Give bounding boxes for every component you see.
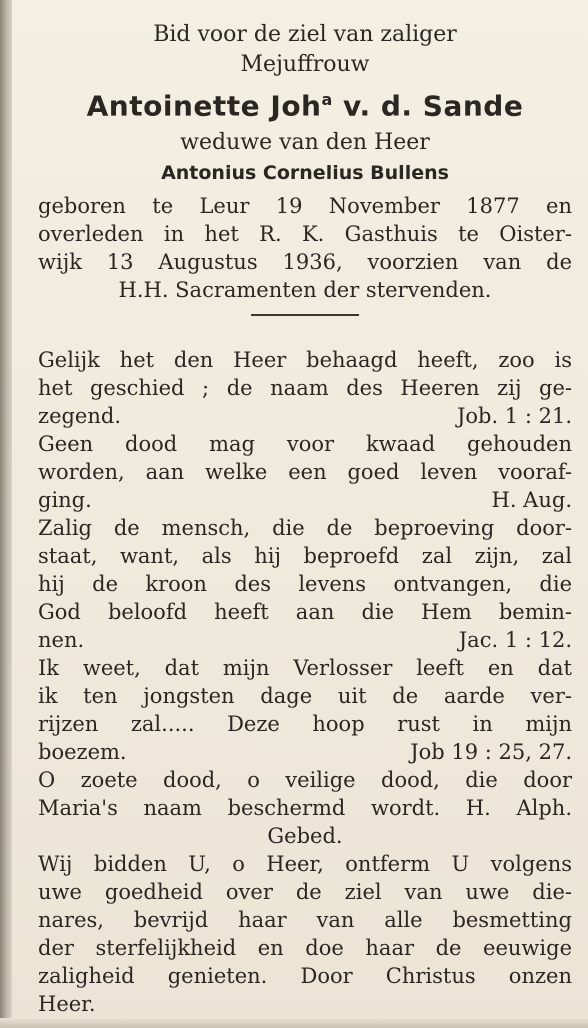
- verse-line: God beloofd heeft aan die Hem bemin-: [38, 600, 572, 625]
- intro-line: Bid voor de ziel van zaliger: [153, 22, 457, 47]
- prayer-line: Wij bidden U, o Heer, ontferm U volgens: [38, 852, 572, 877]
- verse-5: [38, 766, 572, 822]
- verse-line: O zoete dood, o veilige dood, die door: [38, 768, 572, 793]
- verse-reference: Job. 1 : 21.: [456, 404, 572, 429]
- verse-line: staat, want, als hij beproefd zal zijn, zal: [38, 544, 572, 569]
- prayer-line: nares, bevrijd haar van alle besmetting: [38, 908, 572, 933]
- bio-line: H.H. Sacramenten der stervenden.: [118, 278, 492, 303]
- divider-rule: [251, 314, 359, 316]
- verse-line: boezem.: [38, 740, 127, 765]
- name-main: Antoinette Joh: [86, 89, 322, 123]
- verse-line: worden, aan welke een goed leven vooraf-: [38, 460, 572, 485]
- bio-line: geboren te Leur 19 November 1877 en: [38, 194, 572, 219]
- verse-2: [38, 430, 572, 514]
- verse-reference: H. Aug.: [491, 488, 572, 513]
- verse-line: ging.: [38, 488, 92, 513]
- deceased-name: [38, 80, 572, 126]
- prayer-line: Heer.: [38, 992, 96, 1017]
- verse-1: [38, 346, 572, 430]
- verse-line: Maria's naam beschermd wordt. H. Alph.: [38, 796, 572, 821]
- bio-line: overleden in het R. K. Gasthuis te Oister-: [38, 222, 572, 247]
- verse-end-row: [38, 486, 572, 514]
- card-bottom-edge: [0, 1018, 588, 1028]
- verse-end-row: [38, 402, 572, 430]
- name-superscript: a: [321, 90, 333, 109]
- card-content: [38, 20, 572, 1018]
- verse-line: rijzen zal..... Deze hoop rust in mijn: [38, 712, 572, 737]
- widow-line: weduwe van den Heer: [180, 130, 430, 156]
- verse-3: [38, 514, 572, 654]
- name-rest: v. d. Sande: [332, 89, 524, 123]
- bio-block: [38, 192, 572, 304]
- title-line: Mejuffrouw: [240, 52, 370, 77]
- prayer-line: der sterfelijkheid en doe haar de eeuwige: [38, 936, 572, 961]
- verse-reference: Jac. 1 : 12.: [458, 628, 572, 653]
- verse-line: Zalig de mensch, die de beproeving door-: [38, 516, 572, 541]
- verse-end-row: [38, 626, 572, 654]
- prayer-heading: Gebed.: [267, 824, 343, 849]
- verse-reference: Job 19 : 25, 27.: [410, 740, 572, 765]
- bio-line: wijk 13 Augustus 1936, voorzien van de: [38, 250, 572, 275]
- verse-line: het geschied ; de naam des Heeren zij ge-: [38, 376, 572, 401]
- prayer-line: zaligheid genieten. Door Christus onzen: [38, 964, 572, 989]
- card-left-edge: [0, 0, 12, 1028]
- verse-line: zegend.: [38, 404, 122, 429]
- verse-line: nen.: [38, 628, 85, 653]
- verse-line: Ik weet, dat mijn Verlosser leeft en dat: [38, 656, 572, 681]
- prayer-line: uwe goedheid over de ziel van uwe die-: [38, 880, 572, 905]
- verse-line: hij de kroon des levens ontvangen, die: [38, 572, 572, 597]
- verse-line: Gelijk het den Heer behaagd heeft, zoo is: [38, 348, 572, 373]
- prayer-block: [38, 850, 572, 1018]
- verse-line: Geen dood mag voor kwaad gehouden: [38, 432, 572, 457]
- verse-4: [38, 654, 572, 766]
- husband-name: Antonius Cornelius Bullens: [161, 162, 449, 185]
- verse-line: ik ten jongsten dage uit de aarde ver-: [38, 684, 572, 709]
- verse-end-row: [38, 738, 572, 766]
